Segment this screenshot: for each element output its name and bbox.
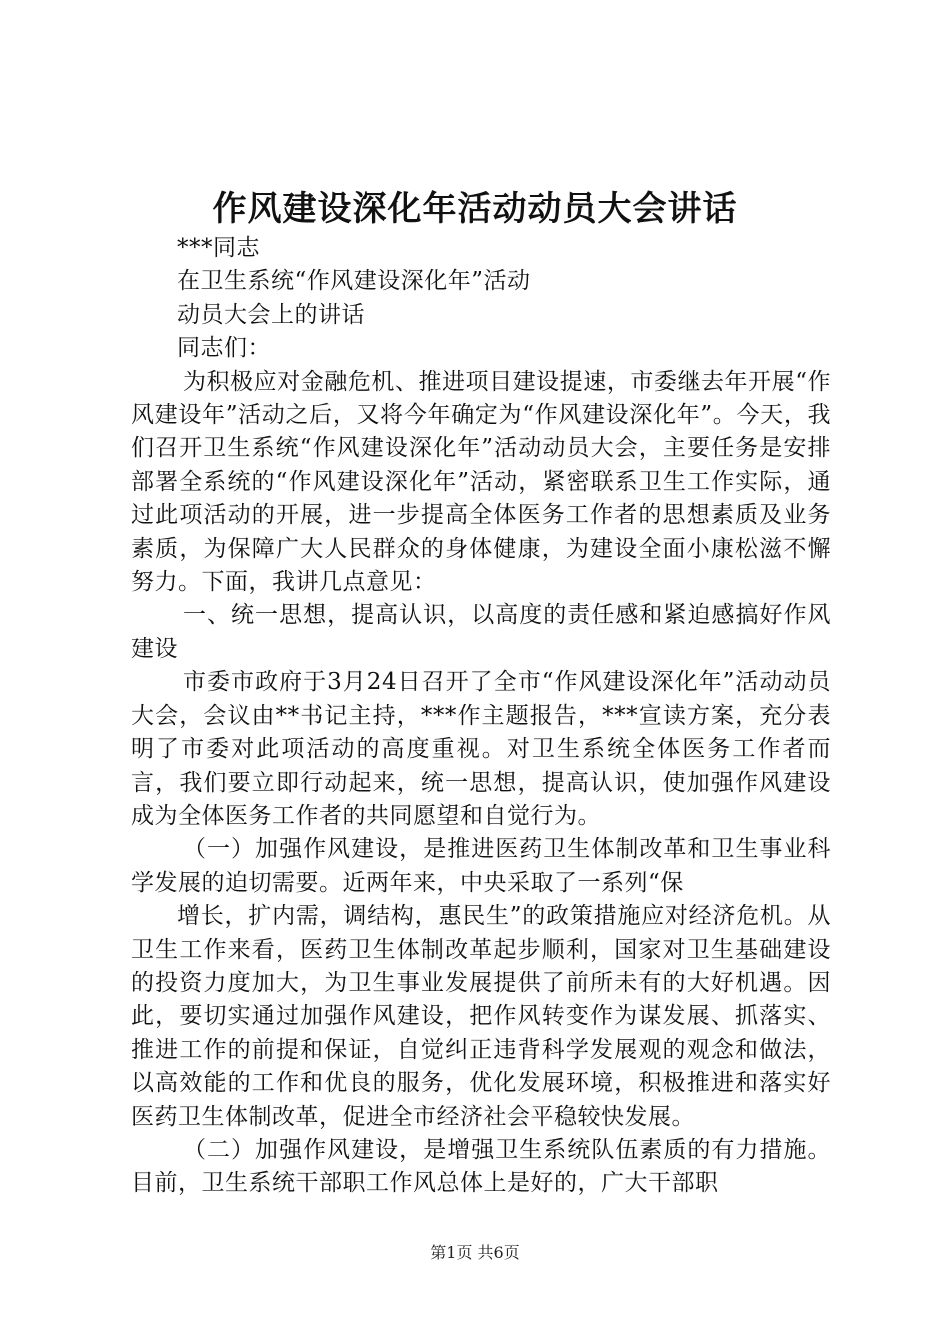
document-title: 作风建设深化年活动动员大会讲话 bbox=[212, 189, 738, 229]
paragraph-policy: 增长，扩内需，调结构，惠民生”的政策措施应对经济危机。从卫生工作来看，医药卫生体制改革起步顺利，国家对卫生基础建设的投资力度加大，为卫生事业发展提供了前所未有的大好机遇。因此，要切实通过加强作风建设，把作风转变作为谋发展、抓落实、推进工作的前提和保证，自觉纠正违背科学发展观的观念和做法，以高效能的工作和优良的服务，优化发展环境，积极推进和落实好医药卫生体制改革，促进全市经济社会平稳较快发展。 bbox=[131, 903, 831, 1130]
paragraph-subtitle-line2: 动员大会上的讲话 bbox=[177, 301, 365, 328]
subsection-heading-1: （一）加强作风建设，是推进医药卫生体制改革和卫生事业科学发展的迫切需要。近两年来，中央采取了一系列“保 bbox=[131, 836, 831, 896]
paragraph-meeting: 市委市政府于3月24日召开了全市“作风建设深化年”活动动员大会，会议由**书记主持，***作主题报告，***宣读方案，充分表明了市委对此项活动的高度重视。对卫生系统全体医务工作者而言，我们要立即行动起来，统一思想，提高认识，使加强作风建设成为全体医务工作者的共同愿望和自觉行为。 bbox=[131, 669, 831, 829]
paragraph-salutation: 同志们： bbox=[177, 335, 271, 362]
paragraph-subtitle-line1: 在卫生系统“作风建设深化年”活动 bbox=[177, 268, 531, 295]
page-number-footer: 第1页 共6页 bbox=[430, 1243, 520, 1262]
section-heading-1: 一、统一思想，提高认识，以高度的责任感和紧迫感搞好作风建设 bbox=[131, 602, 831, 662]
paragraph-addressee: ***同志 bbox=[177, 235, 260, 261]
subsection-heading-2: （二）加强作风建设，是增强卫生系统队伍素质的有力措施。目前，卫生系统干部职工作风总体上是好的，广大干部职 bbox=[131, 1136, 831, 1197]
document-body bbox=[131, 232, 831, 1201]
paragraph-intro: 为积极应对金融危机、推进项目建设提速，市委继去年开展“作风建设年”活动之后，又将今年确定为“作风建设深化年”。今天，我们召开卫生系统“作风建设深化年”活动动员大会，主要任务是安排部署全系统的“作风建设深化年”活动，紧密联系卫生工作实际，通过此项活动的开展，进一步提高全体医务工作者的思想素质及业务素质，为保障广大人民群众的身体健康，为建设全面小康松滋不懈努力。下面，我讲几点意见： bbox=[131, 368, 831, 596]
